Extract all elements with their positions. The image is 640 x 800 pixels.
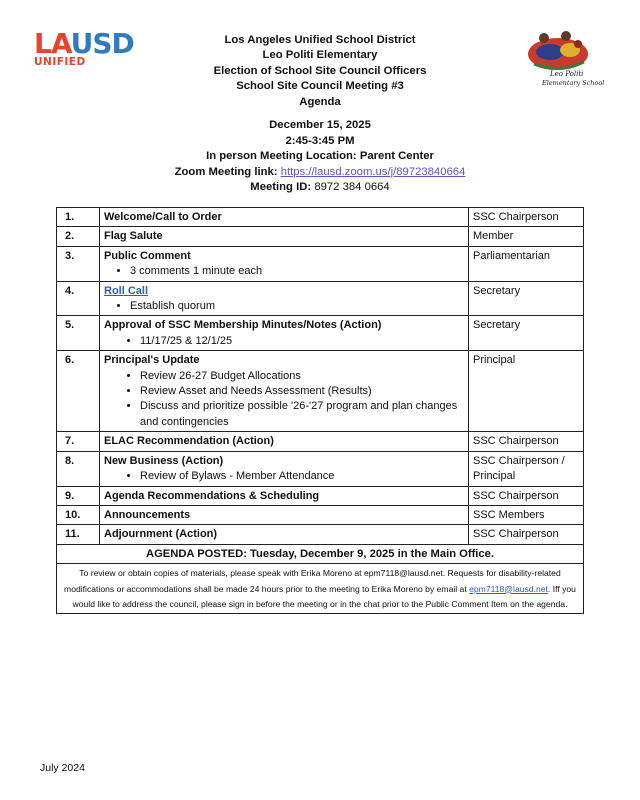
meeting-id-label: Meeting ID:: [250, 181, 312, 193]
agenda-row: [57, 208, 584, 227]
item-role: SSC Chairperson: [469, 432, 584, 451]
item-number: 4.: [57, 281, 100, 316]
school-logo-text-2: Elementary School: [542, 79, 605, 87]
agenda-table: [56, 207, 584, 614]
agenda-row: [57, 451, 584, 486]
item-bullets: [104, 334, 464, 349]
item-title: Announcements: [104, 508, 191, 521]
lausd-logo-unified: UNIFIED: [34, 56, 86, 68]
item-bullets: [104, 264, 464, 279]
item-cell: [100, 208, 469, 227]
item-cell: [100, 432, 469, 451]
district-name: Los Angeles Unified School District: [224, 34, 416, 46]
agenda-row: [57, 316, 584, 351]
bullet-item: • Review 26-27 Budget Allocations: [140, 369, 464, 384]
item-number: 2.: [57, 227, 100, 246]
item-role: SSC Chairperson: [469, 208, 584, 227]
item-cell: [100, 451, 469, 486]
school-name: Leo Politi Elementary: [262, 49, 378, 62]
item-number: 5.: [57, 316, 100, 351]
meeting-date: December 15, 2025: [269, 119, 371, 131]
item-cell: [100, 351, 469, 432]
item-role: Principal: [469, 351, 584, 432]
bullet-item: • Review Asset and Needs Assessment (Results): [140, 384, 464, 399]
item-bullets: [104, 469, 464, 484]
item-cell: [100, 505, 469, 524]
agenda-row: [57, 281, 584, 316]
item-title: Flag Salute: [104, 230, 163, 243]
meeting-time: 2:45-3:45 PM: [285, 134, 355, 147]
item-bullets: [104, 299, 464, 314]
school-logo: [522, 24, 605, 90]
lausd-logo: [34, 27, 154, 70]
item-cell: [100, 486, 469, 505]
item-title: Adjournment (Action): [104, 528, 218, 541]
item-role: SSC Chairperson: [469, 486, 584, 505]
note-text-1: To review or obtain copies of materials, please speak with Erika Moreno at epm7118@lausd.net. Requests for disability-related modifications or accommodations shall be made 24 hours prior to the meeting to Erika Moreno by email at: [64, 568, 561, 594]
zoom-link[interactable]: https://lausd.zoom.us/j/89723840664: [280, 165, 466, 178]
item-cell: [100, 227, 469, 246]
item-cell: [100, 316, 469, 351]
item-title: Principal's Update: [104, 354, 200, 367]
item-title: Agenda Recommendations & Scheduling: [104, 489, 320, 502]
zoom-label: Zoom Meeting link:: [174, 165, 278, 178]
meeting-location: In person Meeting Location: Parent Center: [206, 150, 434, 162]
item-title: Welcome/Call to Order: [104, 211, 222, 223]
item-title: Public Comment: [104, 249, 191, 262]
roll-call-link[interactable]: Roll Call: [104, 284, 149, 297]
email-link[interactable]: epm7118@lausd.net: [469, 583, 548, 594]
meeting-id-line: [130, 180, 510, 196]
item-number: 7.: [57, 432, 100, 451]
zoom-line: [130, 165, 510, 181]
item-number: 9.: [57, 486, 100, 505]
posted-row: [57, 544, 584, 563]
item-number: 6.: [57, 351, 100, 432]
item-role: Parliamentarian: [469, 246, 584, 281]
item-cell: [100, 281, 469, 316]
agenda-title: Agenda: [299, 95, 341, 108]
meeting-info: [130, 118, 510, 196]
bullet-item: • Establish quorum: [130, 299, 464, 314]
election-title: Election of School Site Council Officers: [213, 64, 427, 77]
item-title: Approval of SSC Membership Minutes/Notes (Action): [104, 319, 382, 332]
item-role: Secretary: [469, 316, 584, 351]
note-text-2: . Iff you would like to address the council, please sign in before the meeting or in the chat prior to the Public Comment Item on the agenda.: [72, 583, 576, 609]
item-bullets: [104, 369, 464, 431]
bullet-item: • Review of Bylaws - Member Attendance: [140, 469, 464, 484]
item-cell: [100, 525, 469, 544]
item-role: Member: [469, 227, 584, 246]
item-cell: [100, 246, 469, 281]
agenda-row: [57, 505, 584, 524]
agenda-row: [57, 351, 584, 432]
bullet-item: • 3 comments 1 minute each: [130, 264, 464, 279]
agenda-row: [57, 432, 584, 451]
item-role: Secretary: [469, 281, 584, 316]
item-role: SSC Chairperson: [469, 525, 584, 544]
item-number: 8.: [57, 451, 100, 486]
lausd-logo-word: LAUSD: [34, 27, 134, 60]
bullet-item: • 11/17/25 & 12/1/25: [140, 334, 464, 349]
agenda-row: [57, 227, 584, 246]
item-role: SSC Members: [469, 505, 584, 524]
agenda-row: [57, 525, 584, 544]
agenda-row: [57, 246, 584, 281]
school-logo-text-1: Leo Politi: [550, 70, 584, 78]
note-row: [57, 564, 584, 614]
item-number: 11.: [57, 525, 100, 544]
item-number: 1.: [57, 208, 100, 227]
item-title: ELAC Recommendation (Action): [104, 435, 274, 448]
item-role: SSC Chairperson / Principal: [469, 451, 584, 486]
bullet-item: • Discuss and prioritize possible '26-'27 program and plan changes and contingencies: [140, 399, 464, 430]
agenda-posted: AGENDA POSTED: Tuesday, December 9, 2025 in the Main Office.: [57, 544, 584, 563]
meeting-title: School Site Council Meeting #3: [236, 80, 404, 93]
accommodation-note: [57, 564, 584, 614]
agenda-row: [57, 486, 584, 505]
item-title: New Business (Action): [104, 454, 224, 467]
meeting-id-value: 8972 384 0664: [314, 181, 390, 193]
document-header: [150, 33, 490, 110]
footer-date: July 2024: [40, 762, 85, 774]
item-number: 10.: [57, 505, 100, 524]
item-number: 3.: [57, 246, 100, 281]
